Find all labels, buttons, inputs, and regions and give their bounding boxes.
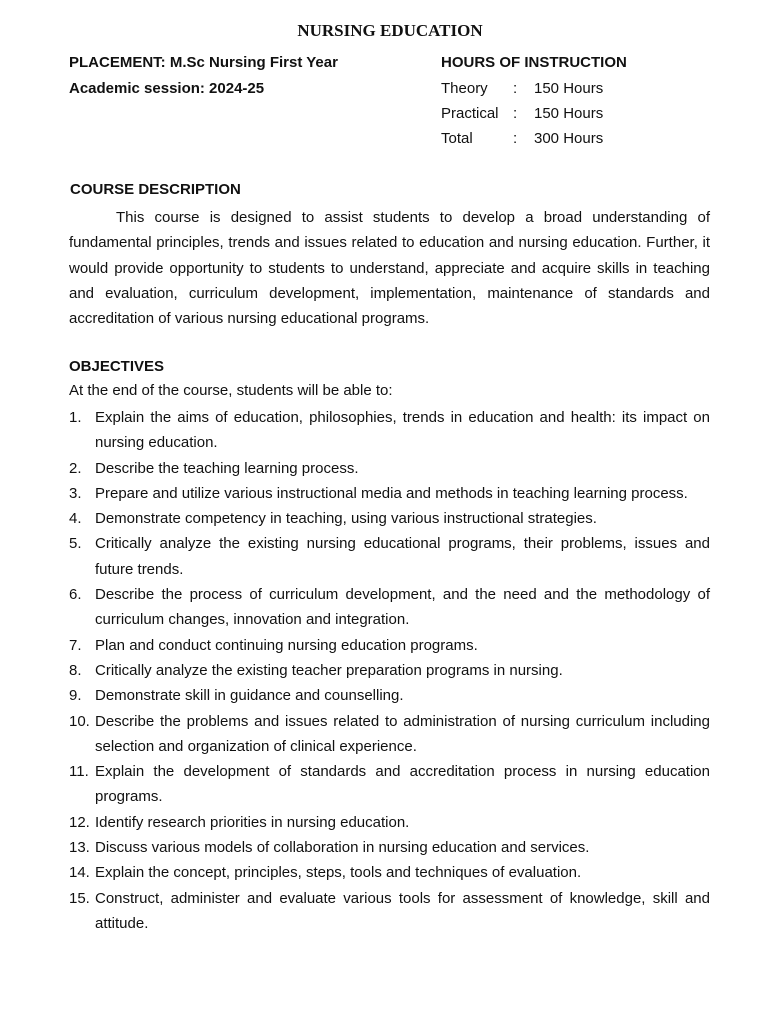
objective-item bbox=[69, 835, 710, 860]
objective-number: 6. bbox=[69, 586, 82, 604]
hours-heading: HOURS OF INSTRUCTION bbox=[441, 54, 627, 71]
hours-row-separator: : bbox=[513, 104, 518, 122]
objective-text: Critically analyze the existing teacher preparation programs in nursing. bbox=[95, 661, 563, 679]
objective-number: 2. bbox=[69, 459, 82, 477]
objective-text: Describe the teaching learning process. bbox=[95, 459, 359, 477]
hours-row-label: Total bbox=[441, 130, 473, 148]
course-description-text: This course is designed to assist students to develop a broad understanding of fundamental principles, trends and issues related to education and nursing education. Further, it would provide opportunity to students to understand, appreciate and acquire skills in teaching and evaluation, curriculum development, implementation, maintenance of standards and accreditation of various nursing educational programs. bbox=[69, 209, 710, 328]
objective-item bbox=[69, 759, 710, 810]
objective-text: Describe the problems and issues related to administration of nursing curriculum including selection and organization of clinical experience. bbox=[95, 712, 710, 755]
objective-number: 12. bbox=[69, 813, 90, 831]
objective-number: 1. bbox=[69, 409, 82, 426]
objective-item bbox=[69, 709, 710, 760]
hours-row-separator: : bbox=[513, 79, 518, 97]
hours-row-total bbox=[441, 130, 627, 155]
placement-label: PLACEMENT: M.Sc Nursing First Year bbox=[69, 54, 338, 71]
objective-text: Prepare and utilize various instructional media and methods in teaching learning process. bbox=[95, 484, 688, 502]
objective-item bbox=[69, 886, 710, 937]
objective-text: Demonstrate skill in guidance and counselling. bbox=[95, 687, 404, 705]
hours-row-value: 150 Hours bbox=[534, 104, 604, 122]
objectives-heading: OBJECTIVES bbox=[69, 358, 165, 375]
objective-text: Demonstrate competency in teaching, using various instructional strategies. bbox=[95, 510, 597, 528]
objectives-list bbox=[69, 405, 710, 936]
objective-text: Explain the development of standards and accreditation process in nursing education programs. bbox=[95, 763, 710, 806]
page-title: NURSING EDUCATION bbox=[297, 21, 483, 40]
objective-text: Construct, administer and evaluate various tools for assessment of knowledge, skill and attitude. bbox=[95, 889, 710, 932]
objective-number: 15. bbox=[69, 889, 90, 907]
objective-item bbox=[69, 506, 710, 531]
objective-item bbox=[69, 683, 710, 708]
hours-of-instruction bbox=[441, 54, 627, 155]
objective-number: 9. bbox=[69, 687, 82, 705]
hours-row-theory bbox=[441, 80, 627, 105]
objective-number: 11. bbox=[69, 763, 89, 781]
hours-row-value: 300 Hours bbox=[534, 130, 604, 148]
objective-text: Discuss various models of collaboration in nursing education and services. bbox=[95, 839, 590, 857]
objective-item bbox=[69, 405, 710, 456]
objective-number: 7. bbox=[69, 636, 82, 654]
objective-item bbox=[69, 456, 710, 481]
objective-item bbox=[69, 582, 710, 633]
objective-number: 5. bbox=[69, 535, 82, 553]
objective-text: Explain the aims of education, philosophies, trends in education and health: its impact on nursing education. bbox=[95, 409, 710, 452]
objective-number: 14. bbox=[69, 864, 90, 882]
hours-row-value: 150 Hours bbox=[534, 79, 604, 97]
objective-item bbox=[69, 531, 710, 582]
objective-number: 13. bbox=[69, 839, 90, 857]
course-description-heading: COURSE DESCRIPTION bbox=[70, 181, 241, 198]
hours-row-label: Theory bbox=[441, 79, 488, 97]
hours-row-separator: : bbox=[513, 130, 518, 148]
hours-row-practical bbox=[441, 105, 627, 130]
objective-item bbox=[69, 658, 710, 683]
objectives-intro: At the end of the course, students will be able to: bbox=[69, 382, 393, 399]
academic-session-label: Academic session: 2024-25 bbox=[69, 79, 265, 97]
objective-text: Explain the concept, principles, steps, tools and techniques of evaluation. bbox=[95, 864, 582, 882]
objective-number: 3. bbox=[69, 484, 82, 502]
objective-number: 10. bbox=[69, 712, 90, 730]
objective-item bbox=[69, 810, 710, 835]
objective-text: Identify research priorities in nursing education. bbox=[95, 813, 410, 831]
objective-text: Describe the process of curriculum development, and the need and the methodology of curriculum changes, innovation and integration. bbox=[95, 586, 710, 629]
hours-row-label: Practical bbox=[441, 104, 499, 122]
objective-text: Plan and conduct continuing nursing education programs. bbox=[95, 636, 478, 654]
objective-number: 4. bbox=[69, 510, 82, 528]
objective-item bbox=[69, 481, 710, 506]
objective-text: Critically analyze the existing nursing educational programs, their problems, issues and future trends. bbox=[95, 535, 710, 578]
placement-block bbox=[69, 54, 338, 105]
objective-number: 8. bbox=[69, 661, 82, 679]
objective-item bbox=[69, 633, 710, 658]
objective-item bbox=[69, 860, 710, 885]
